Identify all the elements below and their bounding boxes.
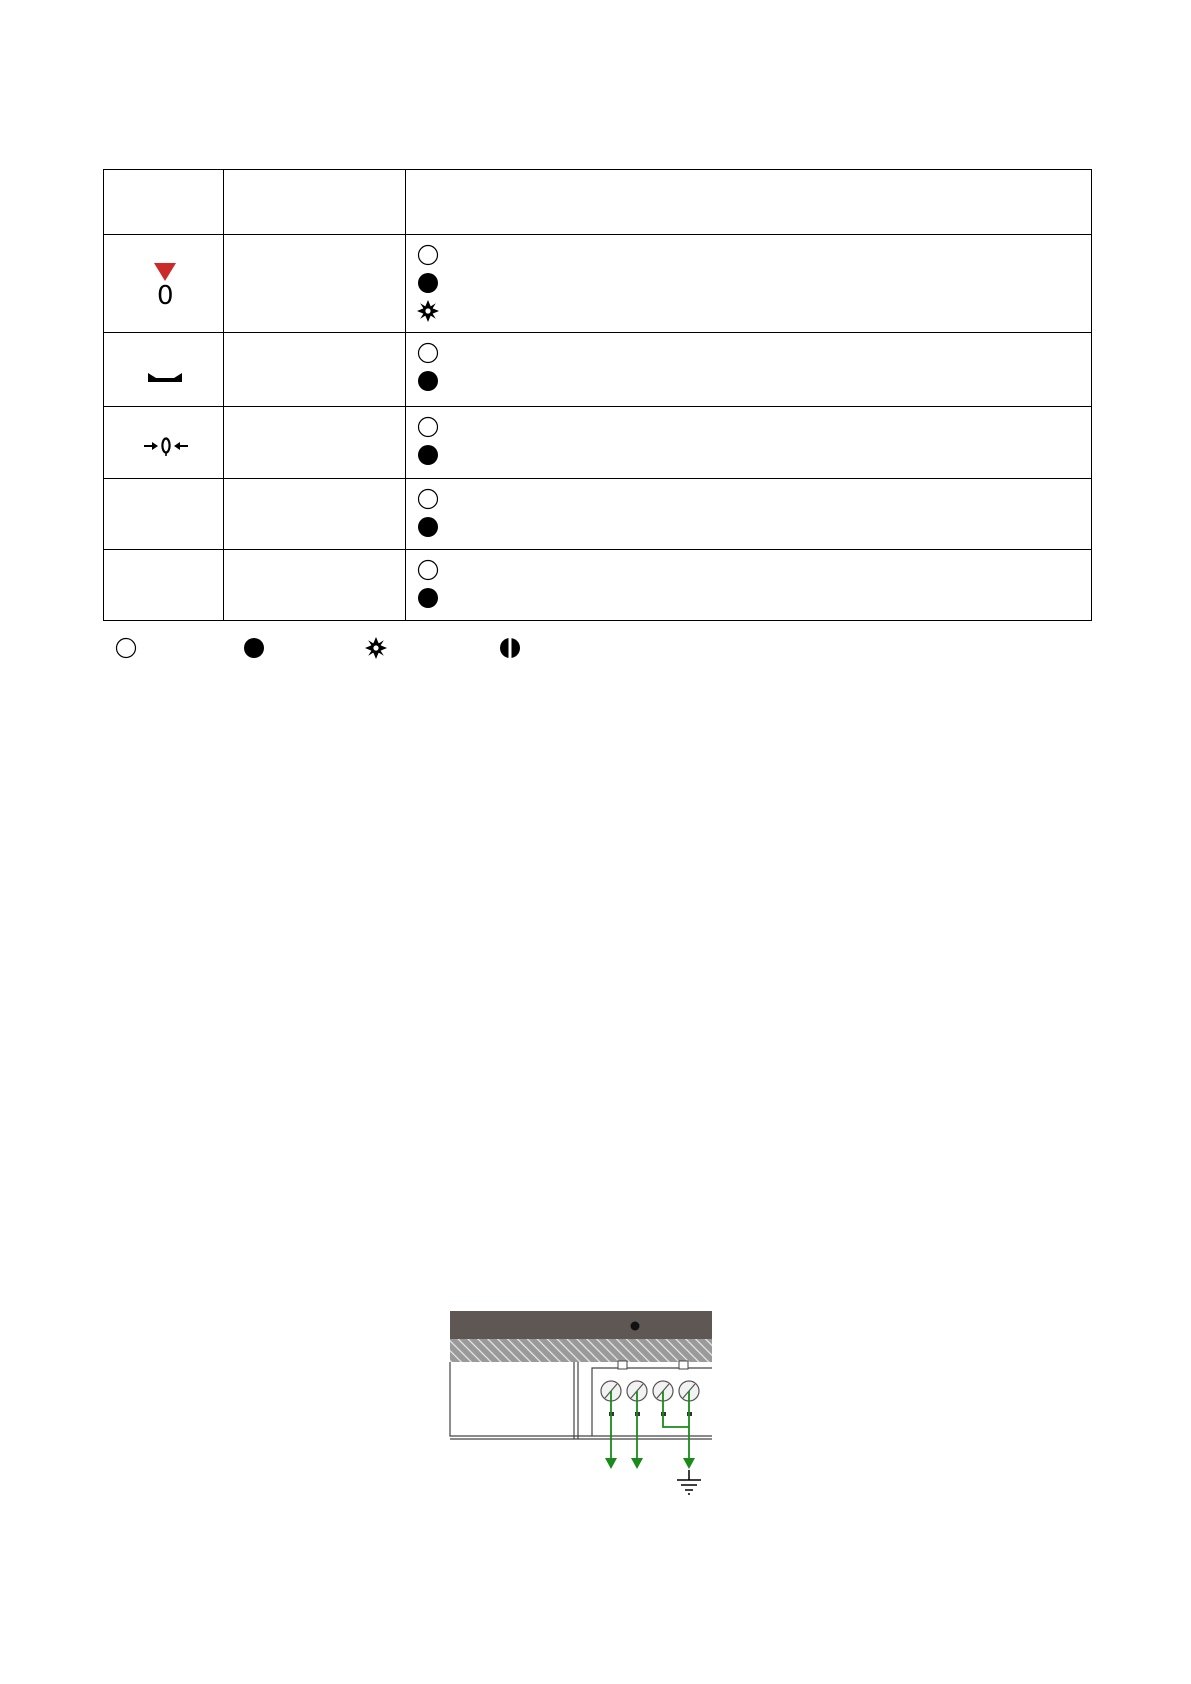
circle-empty-icon (416, 415, 440, 439)
arrow-down-icon (605, 1458, 617, 1469)
flashing-sun-icon (364, 636, 388, 660)
arrow-down-icon (631, 1458, 643, 1469)
circle-filled-icon (416, 515, 440, 539)
arrow-down-icon (683, 1458, 695, 1469)
state-cell (406, 235, 1092, 333)
table-header-row (104, 170, 1092, 235)
name-cell (224, 407, 406, 479)
table-row (104, 407, 1092, 479)
table-row (104, 550, 1092, 621)
flashing-sun-icon (416, 299, 440, 323)
symbol-cell (104, 550, 224, 621)
housing-top-bar (450, 1311, 712, 1339)
hatched-strip (450, 1339, 712, 1362)
symbol-cell (104, 407, 224, 479)
symbol-cell (104, 333, 224, 407)
circle-filled-icon (416, 271, 440, 295)
table-row (104, 235, 1092, 333)
name-cell (224, 479, 406, 550)
half-circle-icon (498, 636, 522, 660)
circle-filled-icon (416, 443, 440, 467)
state-legend (0, 636, 1191, 662)
table-row (104, 479, 1092, 550)
circle-empty-icon (114, 636, 138, 660)
terminal-block (592, 1368, 712, 1436)
stable-icon (147, 371, 183, 385)
ground-icon (677, 1470, 701, 1494)
center-zero-icon (142, 434, 190, 458)
terminal-wiring-diagram (448, 1310, 724, 1496)
circle-empty-icon (416, 558, 440, 582)
circle-filled-icon (416, 586, 440, 610)
red-triangle-icon (152, 261, 178, 283)
zero-digit-label: 0 (157, 281, 174, 311)
state-cell (406, 550, 1092, 621)
circle-filled-icon (416, 369, 440, 393)
name-cell (224, 550, 406, 621)
indicator-status-table (103, 169, 1092, 621)
state-cell (406, 479, 1092, 550)
circle-empty-icon (416, 487, 440, 511)
name-cell (224, 333, 406, 407)
circle-empty-icon (416, 341, 440, 365)
symbol-cell (104, 235, 224, 333)
housing-screw-dot (631, 1322, 640, 1331)
green-wires (611, 1391, 689, 1460)
header-cell-state (406, 170, 1092, 235)
header-cell-name (224, 170, 406, 235)
name-cell (224, 235, 406, 333)
table-row (104, 333, 1092, 407)
state-cell (406, 333, 1092, 407)
symbol-cell (104, 479, 224, 550)
state-cell (406, 407, 1092, 479)
terminal-screws (601, 1381, 699, 1401)
circle-empty-icon (416, 243, 440, 267)
circle-filled-icon (242, 636, 266, 660)
header-cell-symbol (104, 170, 224, 235)
